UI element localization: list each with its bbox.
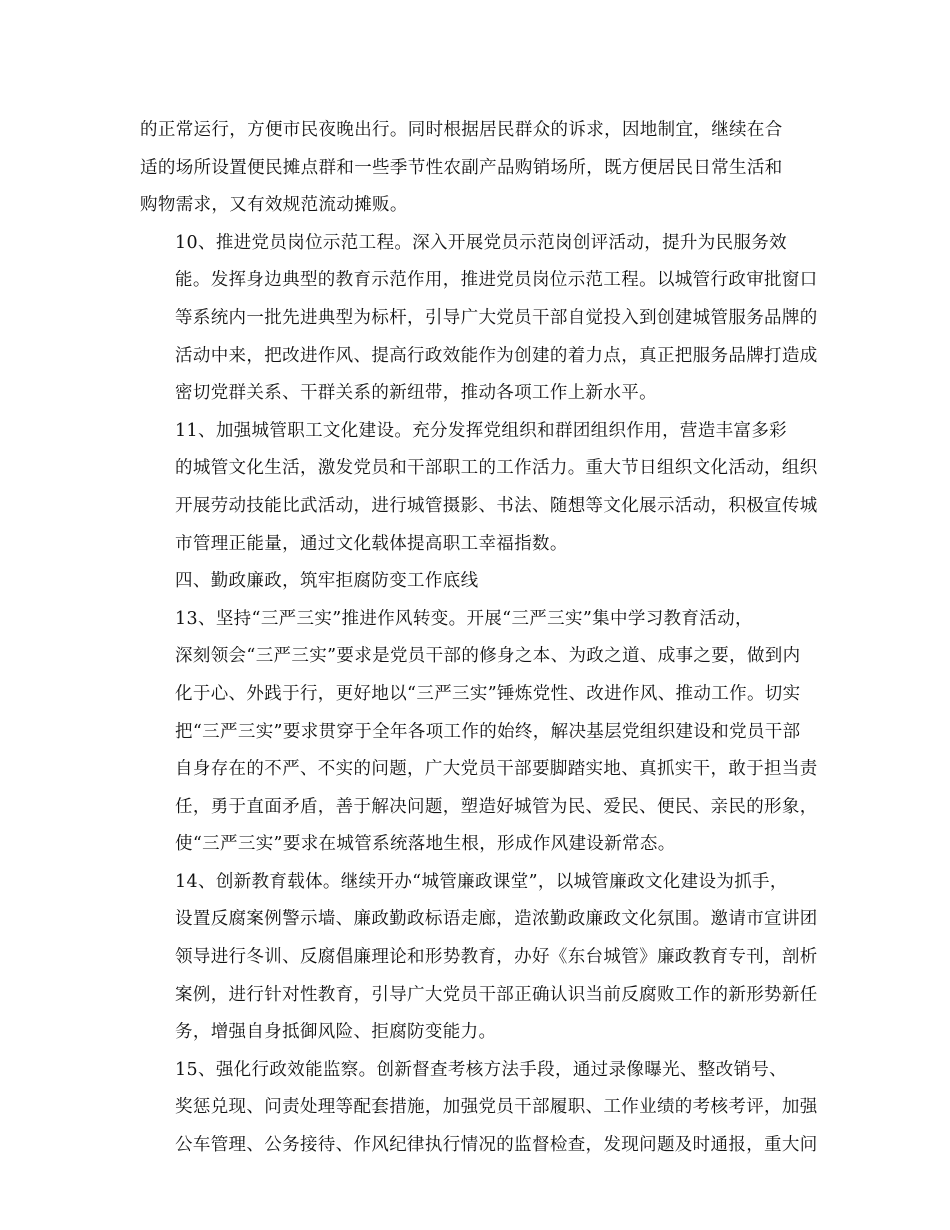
text-line: 开展劳动技能比武活动，进行城管摄影、书法、随想等文化展示活动，积极宣传城 (175, 495, 818, 516)
paragraph-item-13 (140, 601, 830, 864)
paragraph-item-11 (140, 413, 830, 563)
text-line: 适的场所设置便民摊点群和一些季节性农副产品购销场所，既方便居民日常生活和 (140, 157, 783, 178)
text-line: 案例，进行针对性教育，引导广大党员干部正确认识当前反腐败工作的新形势新任 (175, 984, 818, 1005)
text-line: 15、强化行政效能监察。创新督查考核方法手段，通过录像曝光、整改销号、 (175, 1059, 788, 1080)
text-line: 11、加强城管职工文化建设。充分发挥党组织和群团组织作用，营造丰富多彩 (175, 420, 788, 441)
text-line: 的正常运行，方便市民夜晚出行。同时根据居民群众的诉求，因地制宜，继续在合 (140, 120, 783, 140)
text-line: 务，增强自身抵御风险、拒腐防变能力。 (175, 1022, 497, 1043)
text-line: 领导进行冬训、反腐倡廉理论和形势教育，办好《东台城管》廉政教育专刊，剖析 (175, 947, 818, 968)
text-line: 等系统内一批先进典型为标杆，引导广大党员干部自觉投入到创建城管服务品牌的 (175, 307, 818, 328)
text-line: 化于心、外践于行，更好地以“三严三实”锤炼党性、改进作风、推动工作。切实 (175, 683, 801, 704)
text-line: 活动中来，把改进作风、提高行政效能作为创建的着力点，真正把服务品牌打造成 (175, 345, 818, 366)
text-line: 市管理正能量，通过文化载体提高职工幸福指数。 (175, 533, 568, 554)
text-line: 14、创新教育载体。继续开办“城管廉政课堂”，以城管廉政文化建设为抓手， (175, 871, 788, 892)
text-line: 公车管理、公务接待、作风纪律执行情况的监督检查，发现问题及时通报，重大问 (175, 1135, 818, 1156)
paragraph-item-14 (140, 864, 830, 1052)
text-line: 奖惩兑现、问责处理等配套措施，加强党员干部履职、工作业绩的考核考评，加强 (175, 1097, 818, 1118)
document-body (140, 112, 830, 1165)
text-line: 任，勇于直面矛盾，善于解决问题，塑造好城管为民、爱民、便民、亲民的形象， (175, 796, 818, 817)
text-line: 能。发挥身边典型的教育示范作用，推进党员岗位示范工程。以城管行政审批窗口 (175, 270, 818, 291)
paragraph-continued (140, 112, 830, 225)
text-line: 自身存在的不严、不实的问题，广大党员干部要脚踏实地、真抓实干，敢于担当责 (175, 759, 818, 780)
text-line: 把“三严三实”要求贯穿于全年各项工作的始终，解决基层党组织建设和党员干部 (175, 721, 801, 742)
text-line: 13、坚持“三严三实”推进作风转变。开展“三严三实”集中学习教育活动， (175, 608, 753, 629)
text-line: 密切党群关系、干群关系的新纽带，推动各项工作上新水平。 (175, 383, 657, 404)
text-line: 购物需求，又有效规范流动摊贩。 (140, 195, 408, 216)
section-heading-4 (140, 563, 830, 601)
text-line: 的城管文化生活，激发党员和干部职工的工作活力。重大节日组织文化活动，组织 (175, 458, 818, 479)
text-line: 设置反腐案例警示墙、廉政勤政标语走廊，造浓勤政廉政文化氛围。邀请市宣讲团 (175, 909, 818, 930)
text-line: 使“三严三实”要求在城管系统落地生根，形成作风建设新常态。 (175, 834, 676, 855)
section-heading-text: 四、勤政廉政，筑牢拒腐防变工作底线 (175, 571, 479, 592)
text-line: 深刻领会“三严三实”要求是党员干部的修身之本、为政之道、成事之要，做到内 (175, 646, 801, 667)
text-line: 10、推进党员岗位示范工程。深入开展党员示范岗创评活动，提升为民服务效 (175, 232, 788, 253)
paragraph-item-15 (140, 1052, 830, 1165)
paragraph-item-10 (140, 225, 830, 413)
